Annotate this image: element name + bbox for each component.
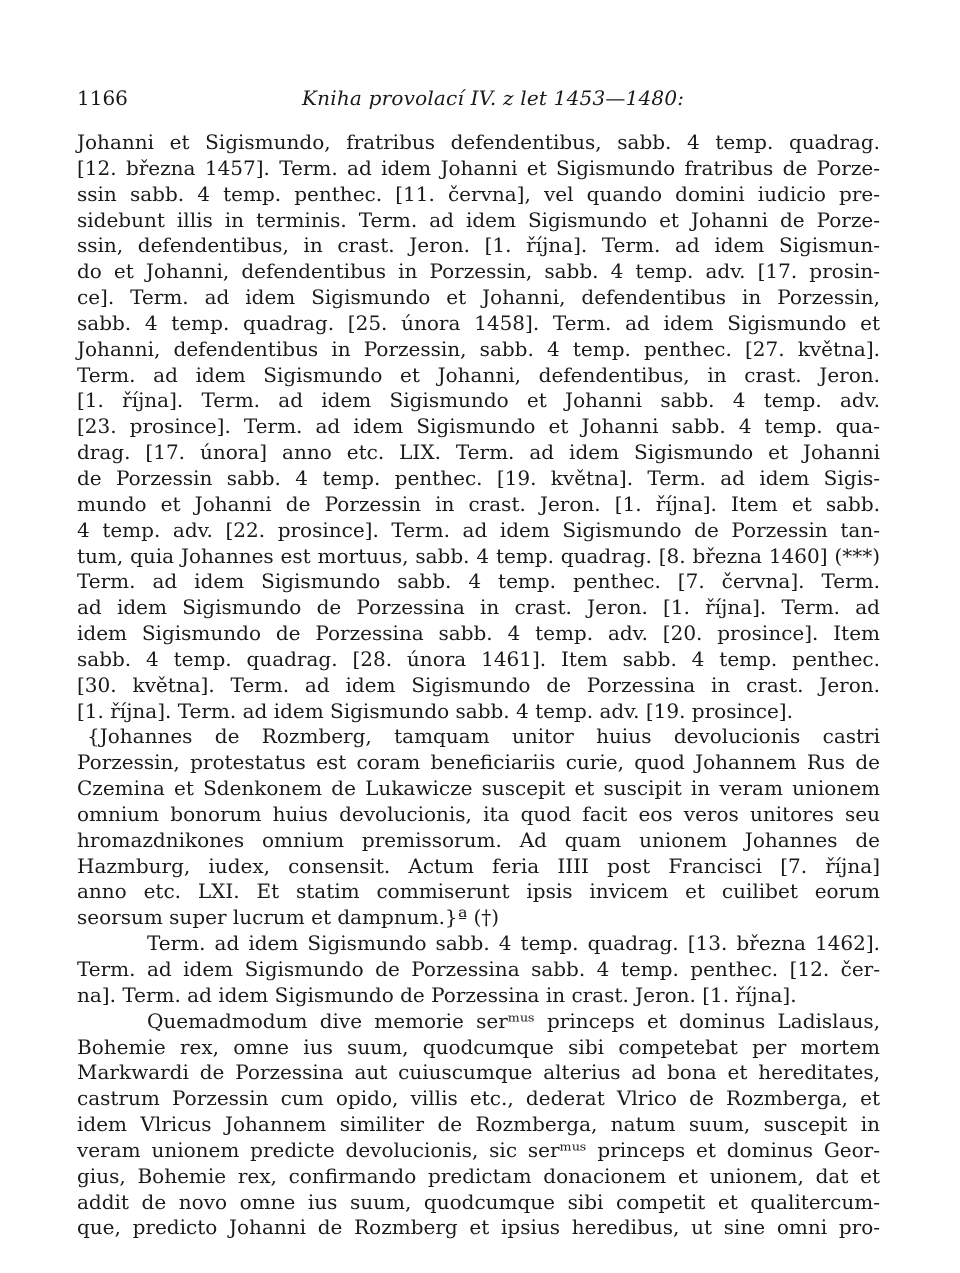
text-line: [1. října]. Term. ad idem Sigismundo sabb. 4 temp. adv. [19. prosince]. [77, 698, 793, 723]
text-line: ssin, defendentibus, in crast. Jeron. [1. října]. Term. ad idem Sigismun- [77, 233, 880, 258]
text-line: sidebunt illis in terminis. Term. ad idem Sigismundo et Johanni de Porze- [77, 207, 880, 232]
text-line: [1. října]. Term. ad idem Sigismundo et Johanni sabb. 4 temp. adv. [77, 388, 880, 413]
text-line: Johanni et Sigismundo, fratribus defendentibus, sabb. 4 temp. quadrag. [77, 130, 880, 154]
text-line: [30. května]. Term. ad idem Sigismundo de Porzessina in crast. Jeron. [77, 672, 880, 697]
text-line: do et Johanni, defendentibus in Porzessin, sabb. 4 temp. adv. [17. prosin- [77, 259, 880, 284]
text-line: Czemina et Sdenkonem de Lukawicze suscepit et suscipit in veram unionem [77, 776, 880, 801]
text-line: Markwardi de Porzessina aut cuiuscumque alterius ad bona et hereditates, [77, 1060, 880, 1085]
text-line: Term. ad idem Sigismundo et Johanni, defendentibus, in crast. Jeron. [77, 362, 880, 387]
text-line: veram unionem predicte devolucionis, sic serᵐᵘˢ princeps et dominus Geor- [77, 1137, 880, 1162]
text-line: Term. ad idem Sigismundo sabb. 4 temp. quadrag. [13. března 1462]. [147, 931, 880, 956]
text-line: idem Sigismundo de Porzessina sabb. 4 temp. adv. [20. prosince]. Item [77, 621, 880, 646]
text-line: que, predicto Johanni de Rozmberg et ipsius heredibus, ut sine omni pro- [77, 1215, 880, 1240]
text-line: Johanni, defendentibus in Porzessin, sabb. 4 temp. penthec. [27. května]. [77, 336, 880, 361]
text-line: de Porzessin sabb. 4 temp. penthec. [19. května]. Term. ad idem Sigis- [77, 465, 880, 490]
text-line: anno etc. LXI. Et statim commiserunt ipsis invicem et cuilibet eorum [77, 879, 880, 904]
text-line: hromazdnikones omnium premissorum. Ad quam unionem Johannes de [77, 827, 880, 852]
text-line: na]. Term. ad idem Sigismundo de Porzessina in crast. Jeron. [1. října]. [77, 982, 797, 1007]
text-line: Quemadmodum dive memorie serᵐᵘˢ princeps et dominus Ladislaus, [147, 1008, 880, 1033]
text-line: [23. prosince]. Term. ad idem Sigismundo et Johanni sabb. 4 temp. qua- [77, 414, 880, 439]
text-line: drag. [17. února] anno etc. LIX. Term. ad idem Sigismundo et Johanni [77, 440, 880, 465]
text-line: gius, Bohemie rex, confirmando predictam donacionem et unionem, dat et [77, 1163, 880, 1188]
text-line: ce]. Term. ad idem Sigismundo et Johanni, defendentibus in Porzessin, [77, 285, 880, 310]
text-line: mundo et Johanni de Porzessin in crast. Jeron. [1. října]. Item et sabb. [77, 491, 880, 516]
text-line: ssin sabb. 4 temp. penthec. [11. června], vel quando domini iudicio pre- [77, 181, 880, 206]
text-line: tum, quia Johannes est mortuus, sabb. 4 temp. quadrag. [8. března 1460] (***) [77, 543, 880, 568]
text-line: 4 temp. adv. [22. prosince]. Term. ad idem Sigismundo de Porzessin tan- [77, 517, 880, 542]
text-line: omnium bonorum huius devolucionis, ita quod facit eos veros unitores seu [77, 801, 880, 826]
page-header [77, 86, 880, 110]
text-line: Bohemie rex, omne ius suum, quodcumque sibi competebat per mortem [77, 1034, 880, 1059]
text-line: Term. ad idem Sigismundo sabb. 4 temp. penthec. [7. června]. Term. [77, 569, 880, 594]
text-line: ad idem Sigismundo de Porzessina in crast. Jeron. [1. října]. Term. ad [77, 595, 880, 620]
text-line: sabb. 4 temp. quadrag. [25. února 1458]. Term. ad idem Sigismundo et [77, 310, 880, 335]
text-line: addit de novo omne ius suum, quodcumque sibi competit et qualitercum- [77, 1189, 880, 1214]
text-line: [12. března 1457]. Term. ad idem Johanni et Sigismundo fratribus de Porze- [77, 155, 880, 180]
body-text [77, 130, 880, 1241]
text-line: Term. ad idem Sigismundo de Porzessina sabb. 4 temp. penthec. [12. čer- [77, 957, 880, 981]
text-line: Hazmburg, iudex, consensit. Actum feria IIII post Francisci [7. října] [77, 853, 880, 878]
running-head: Kniha provolací IV. z let 1453—1480: [302, 86, 685, 110]
text-line: sabb. 4 temp. quadrag. [28. února 1461]. Item sabb. 4 temp. penthec. [77, 646, 880, 671]
page-number: 1166 [77, 86, 128, 110]
text-line: Porzessin, protestatus est coram beneficiariis curie, quod Johannem Rus de [77, 750, 880, 775]
text-line: {Johannes de Rozmberg, tamquam unitor huius devolucionis castri [87, 724, 880, 749]
text-line: castrum Porzessin cum opido, villis etc., dederat Vlrico de Rozmberga, et [77, 1086, 880, 1111]
text-line: idem Vlricus Johannem similiter de Rozmberga, natum suum, suscepit in [77, 1112, 880, 1137]
text-line: seorsum super lucrum et dampnum.}ª (†) [77, 905, 500, 930]
